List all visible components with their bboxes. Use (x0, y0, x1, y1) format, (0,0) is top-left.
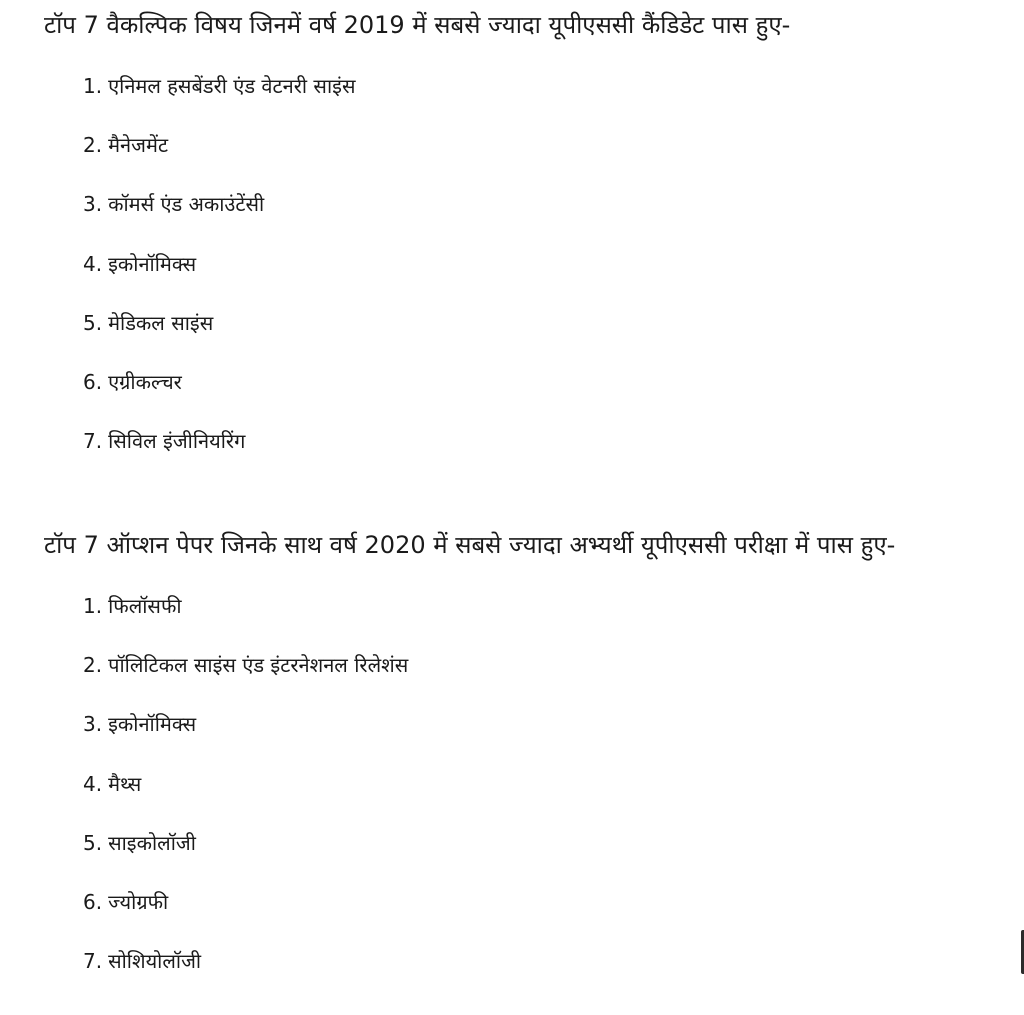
list-item-text: पॉलिटिकल साइंस एंड इंटरनेशनल रिलेशंस (108, 653, 409, 678)
list-item (83, 593, 1024, 652)
list-item-text: सिविल इंजीनियरिंग (108, 429, 246, 454)
list-item-number: 5. (83, 830, 103, 855)
list-item-text: एग्रीकल्चर (108, 369, 182, 394)
list-item-text: मेडिकल साइंस (108, 310, 214, 335)
section-option-papers-2020 (0, 522, 1024, 1007)
subject-list (0, 73, 1024, 487)
list-item (83, 251, 1024, 310)
list-item (83, 652, 1024, 711)
list-item-text: इकोनॉमिक्स (108, 712, 197, 737)
list-item (83, 191, 1024, 250)
list-item-number: 4. (83, 251, 103, 276)
list-item (83, 771, 1024, 830)
section-optional-subjects-2019 (0, 2, 1024, 487)
list-item-number: 7. (83, 949, 103, 974)
list-item-text: इकोनॉमिक्स (108, 251, 197, 276)
list-item (83, 310, 1024, 369)
list-item-number: 6. (83, 889, 103, 914)
list-item-text: ज्योग्रफी (108, 889, 169, 914)
list-item-number: 2. (83, 133, 103, 158)
list-item (83, 369, 1024, 428)
list-item-number: 5. (83, 310, 103, 335)
list-item-number: 3. (83, 192, 103, 217)
list-item-number: 7. (83, 429, 103, 454)
list-item (83, 711, 1024, 770)
list-item (83, 948, 1024, 1007)
list-item-number: 3. (83, 712, 103, 737)
list-item (83, 428, 1024, 487)
list-item-number: 2. (83, 653, 103, 678)
list-item-number: 6. (83, 369, 103, 394)
section-heading: टॉप 7 ऑप्शन पेपर जिनके साथ वर्ष 2020 में सबसे ज्यादा अभ्यर्थी यूपीएससी परीक्षा में पास हुए- (44, 531, 896, 559)
list-item-text: साइकोलॉजी (108, 830, 196, 855)
list-item-text: कॉमर्स एंड अकाउंटेंसी (108, 192, 265, 217)
list-item (83, 132, 1024, 191)
list-item-text: मैनेजमेंट (108, 133, 169, 158)
section-heading: टॉप 7 वैकल्पिक विषय जिनमें वर्ष 2019 में सबसे ज्यादा यूपीएससी कैंडिडेट पास हुए- (44, 11, 791, 39)
list-item-number: 1. (83, 74, 103, 98)
list-item (83, 889, 1024, 948)
list-item-number: 1. (83, 594, 103, 618)
list-item-text: एनिमल हसबेंडरी एंड वेटनरी साइंस (108, 74, 356, 98)
list-item-text: मैथ्स (108, 771, 142, 796)
list-item (83, 73, 1024, 132)
list-item-text: सोशियोलॉजी (108, 949, 202, 974)
list-item (83, 830, 1024, 889)
list-item-text: फिलॉसफी (108, 594, 182, 618)
subject-list (0, 593, 1024, 1007)
list-item-number: 4. (83, 771, 103, 796)
